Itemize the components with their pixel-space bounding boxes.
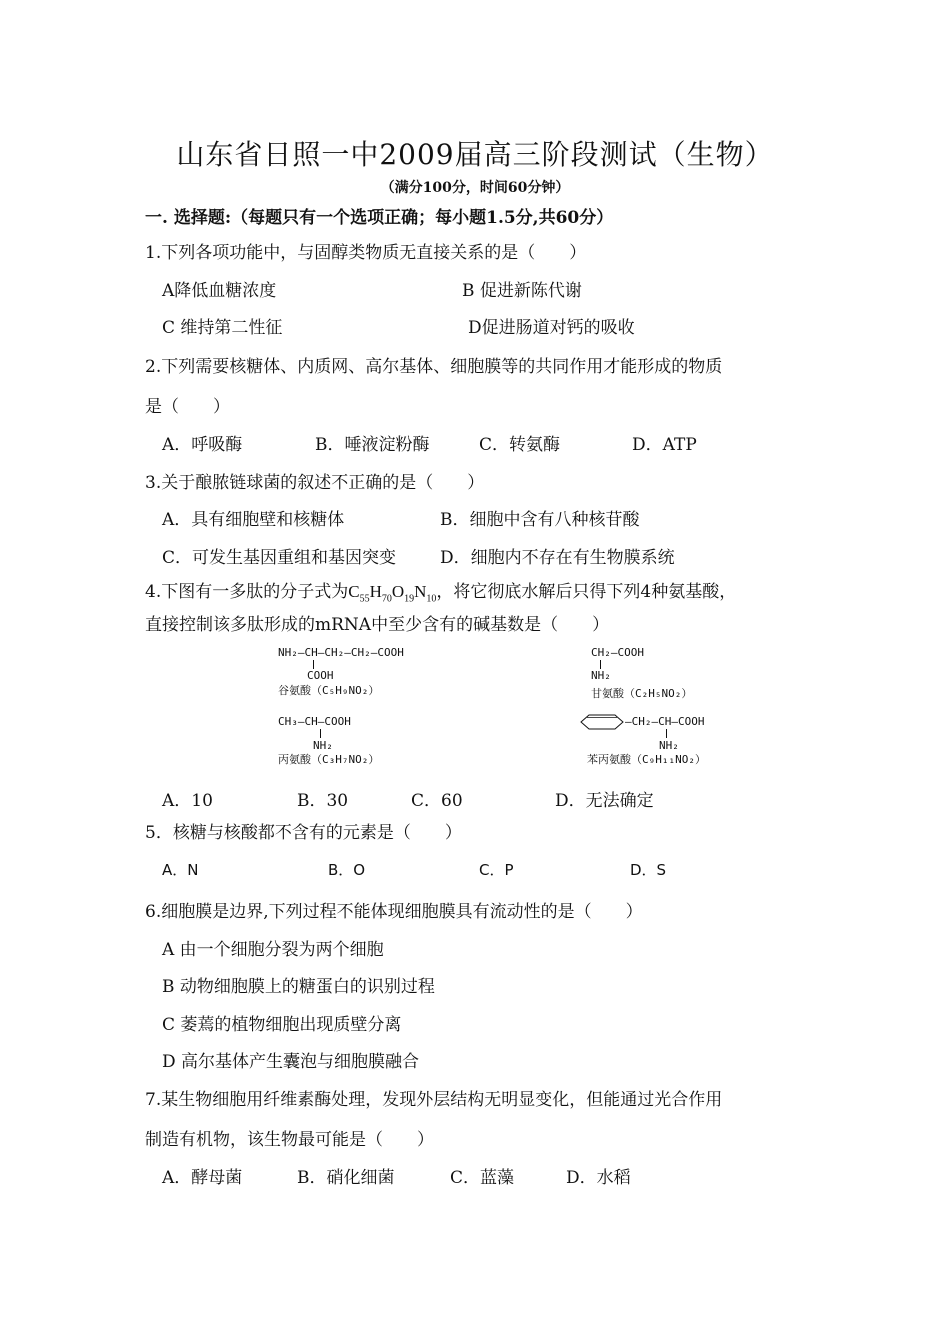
question-2-option-d: D．ATP: [632, 435, 697, 455]
question-6-option-d: D 高尔基体产生囊泡与细胞膜融合: [162, 1052, 420, 1072]
molecular-formula: $C_{55}H_{70}O_{19}N_{10}$: [348, 582, 437, 605]
question-2-stem-line2: 是（ ）: [145, 397, 230, 417]
question-7-stem-line2: 制造有机物，该生物最可能是（ ）: [145, 1130, 434, 1150]
glycine-name: 甘氨酸（C₂H₅NO₂）: [591, 687, 693, 700]
question-6-option-b: B 动物细胞膜上的糖蛋白的识别过程: [162, 977, 435, 997]
question-5-option-a: A．N: [162, 861, 199, 879]
glutamic-acid-bond: [313, 660, 314, 669]
question-4-stem-line2: 直接控制该多肽形成的mRNA中至少含有的碱基数是（ ）: [145, 615, 610, 635]
question-1-stem: 1.下列各项功能中，与固醇类物质无直接关系的是（ ）: [145, 243, 587, 263]
question-5-option-b: B．O: [328, 861, 366, 879]
glutamic-acid-side-group: COOH: [307, 669, 334, 682]
question-4-option-b: B．30: [297, 791, 349, 811]
question-3-option-b: B．细胞中含有八种核苷酸: [440, 510, 640, 530]
glutamic-acid-name: 谷氨酸（C₅H₉NO₂）: [278, 684, 380, 697]
question-5-stem: 5．核糖与核酸都不含有的元素是（ ）: [145, 823, 462, 843]
question-4-option-c: C．60: [411, 791, 463, 811]
question-3-stem: 3.关于酿脓链球菌的叙述不正确的是（ ）: [145, 473, 485, 493]
question-1-option-a: A降低血糖浓度: [162, 281, 277, 301]
alanine-bond: [320, 729, 321, 738]
question-4-option-a: A．10: [162, 791, 213, 811]
section-heading: 一. 选择题:（每题只有一个选项正确；每小题1.5分,共60分）: [145, 208, 614, 228]
exam-info: （满分100分，时间60分钟）: [380, 180, 570, 196]
glutamic-acid-structure: NH₂—CH—CH₂—CH₂—COOH: [278, 646, 404, 659]
question-7-option-a: A．酵母菌: [162, 1168, 243, 1188]
alanine-structure: CH₃—CH—COOH: [278, 715, 351, 728]
question-5-option-d: D．S: [630, 861, 667, 879]
glycine-side-group: NH₂: [591, 669, 611, 682]
question-4-stem-pre: 4.下图有一多肽的分子式为: [145, 582, 349, 602]
question-3-option-a: A．具有细胞壁和核糖体: [162, 510, 345, 530]
alanine-side-group: NH₂: [313, 739, 333, 752]
phenylalanine-structure: —CH₂—CH—COOH: [625, 715, 705, 728]
phenylalanine-bond: [666, 729, 667, 738]
page-title: 山东省日照一中2009届高三阶段测试（生物）: [176, 138, 774, 171]
question-1-option-d: D促进肠道对钙的吸收: [468, 318, 635, 338]
question-6-stem: 6.细胞膜是边界,下列过程不能体现细胞膜具有流动性的是（ ）: [145, 902, 643, 922]
alanine-name: 丙氨酸（C₃H₇NO₂）: [278, 753, 380, 766]
question-2-stem-line1: 2.下列需要核糖体、内质网、高尔基体、细胞膜等的共同作用才能形成的物质: [145, 357, 723, 377]
question-6-option-a: A 由一个细胞分裂为两个细胞: [162, 940, 384, 960]
question-2-option-c: C．转氨酶: [479, 435, 561, 455]
question-7-option-c: C．蓝藻: [450, 1168, 515, 1188]
question-5-option-c: C．P: [479, 861, 514, 879]
glycine-bond: [600, 660, 601, 669]
question-4-stem-post: ，将它彻底水解后只得下列4种氨基酸，: [436, 582, 737, 602]
question-7-option-b: B．硝化细菌: [297, 1168, 395, 1188]
question-7-option-d: D．水稻: [566, 1168, 631, 1188]
phenylalanine-side-group: NH₂: [659, 739, 679, 752]
question-3-option-d: D．细胞内不存在有生物膜系统: [440, 548, 675, 568]
question-6-option-c: C 萎蔫的植物细胞出现质壁分离: [162, 1015, 402, 1035]
question-3-option-c: C．可发生基因重组和基因突变: [162, 548, 397, 568]
question-2-option-a: A．呼吸酶: [162, 435, 243, 455]
question-1-option-c: C 维持第二性征: [162, 318, 283, 338]
question-2-option-b: B．唾液淀粉酶: [315, 435, 430, 455]
benzene-ring-icon: [579, 713, 625, 731]
question-7-stem-line1: 7.某生物细胞用纤维素酶处理，发现外层结构无明显变化，但能通过光合作用: [145, 1090, 723, 1110]
question-4-stem-line1: [145, 577, 736, 604]
question-1-option-b: B 促进新陈代谢: [462, 281, 582, 301]
phenylalanine-name: 苯丙氨酸（C₉H₁₁NO₂）: [587, 753, 706, 766]
question-4-option-d: D．无法确定: [555, 791, 654, 811]
glycine-structure: CH₂—COOH: [591, 646, 644, 659]
